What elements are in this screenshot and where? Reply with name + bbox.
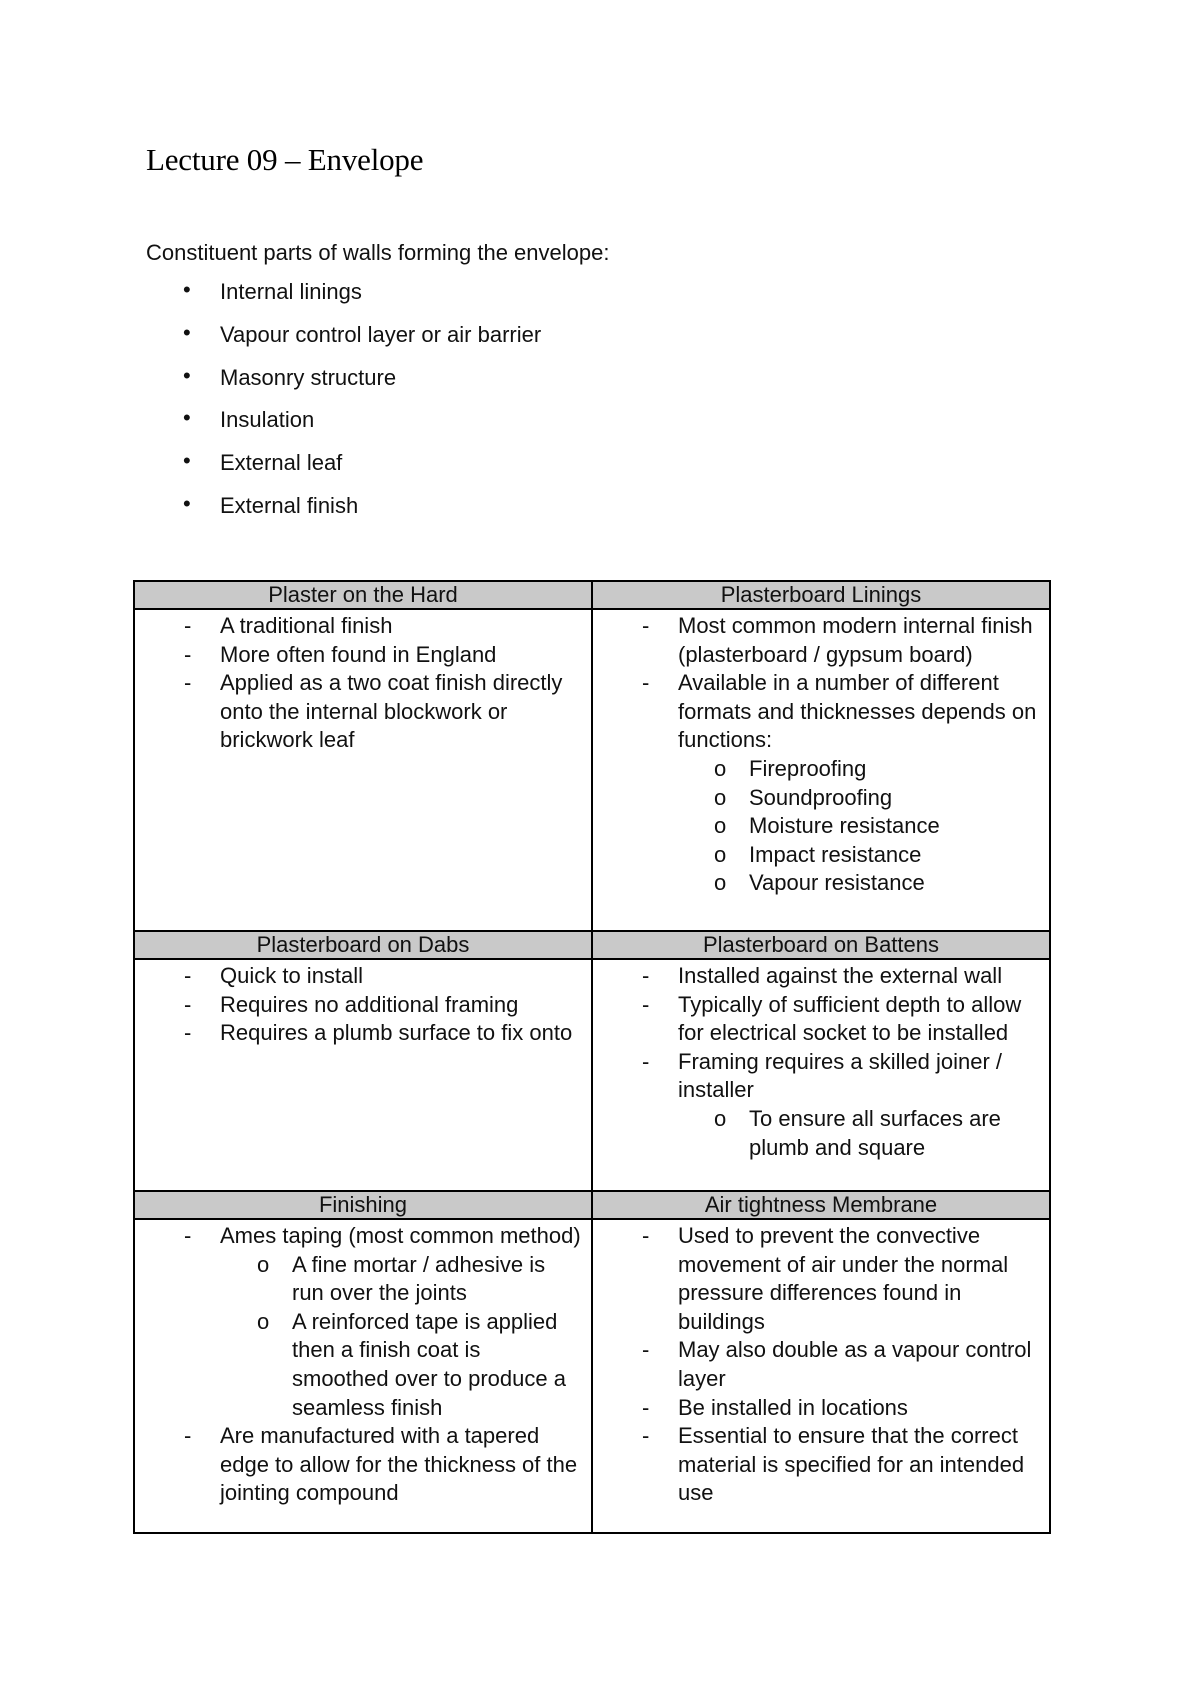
sub-list-item: o To ensure all surfaces are plumb and square xyxy=(593,1105,1049,1162)
cell-air-tightness-membrane xyxy=(592,1219,1050,1533)
list-item: - Typically of sufficient depth to allow for electrical socket to be installed xyxy=(593,991,1049,1048)
list-item: • External leaf xyxy=(146,450,541,493)
sub-list-item: o Impact resistance xyxy=(593,841,1049,870)
header-plaster-on-the-hard: Plaster on the Hard xyxy=(134,581,592,609)
list-item: - Be installed in locations xyxy=(593,1394,1049,1423)
sub-list-item: o A reinforced tape is applied then a finish coat is smoothed over to produce a seamless finish xyxy=(135,1308,591,1422)
list-item: - Used to prevent the convective movement of air under the normal pressure differences found in buildings xyxy=(593,1222,1049,1336)
list-item: - Installed against the external wall xyxy=(593,962,1049,991)
intro-text: Constituent parts of walls forming the envelope: xyxy=(146,240,610,265)
bullet-icon: • xyxy=(183,490,191,516)
list-item: - Requires no additional framing xyxy=(135,991,591,1020)
cell-finishing xyxy=(134,1219,592,1533)
list-item: - Are manufactured with a tapered edge to allow for the thickness of the jointing compound xyxy=(135,1422,591,1508)
bullet-icon: • xyxy=(183,405,191,431)
cell-plaster-on-the-hard xyxy=(134,609,592,931)
list-item: • Insulation xyxy=(146,407,541,450)
bullet-icon: • xyxy=(183,448,191,474)
linings-table xyxy=(133,580,1051,1534)
list-item: - Most common modern internal finish (plasterboard / gypsum board) xyxy=(593,612,1049,669)
page-title: Lecture 09 – Envelope xyxy=(146,142,424,177)
list-item: • Internal linings xyxy=(146,279,541,322)
list-item: • Vapour control layer or air barrier xyxy=(146,322,541,365)
wall-parts-list xyxy=(146,279,541,536)
header-finishing: Finishing xyxy=(134,1191,592,1219)
list-item: - A traditional finish xyxy=(135,612,591,641)
bullet-icon: • xyxy=(183,362,191,388)
list-item: - Essential to ensure that the correct material is specified for an intended use xyxy=(593,1422,1049,1508)
sub-list-item: o Moisture resistance xyxy=(593,812,1049,841)
sub-list-item: o Fireproofing xyxy=(593,755,1049,784)
header-air-tightness-membrane: Air tightness Membrane xyxy=(592,1191,1050,1219)
list-item: • External finish xyxy=(146,493,541,536)
list-item: - Applied as a two coat finish directly onto the internal blockwork or brickwork leaf xyxy=(135,669,591,755)
sub-list-item: o A fine mortar / adhesive is run over the joints xyxy=(135,1251,591,1308)
list-item: - More often found in England xyxy=(135,641,591,670)
bullet-icon: • xyxy=(183,277,191,302)
list-item: - Ames taping (most common method) xyxy=(135,1222,591,1251)
cell-plasterboard-on-dabs xyxy=(134,959,592,1191)
list-item: - Framing requires a skilled joiner / installer xyxy=(593,1048,1049,1105)
list-item: • Masonry structure xyxy=(146,365,541,408)
bullet-icon: • xyxy=(183,319,191,345)
list-item: - Available in a number of different formats and thicknesses depends on functions: xyxy=(593,669,1049,755)
list-item: - May also double as a vapour control layer xyxy=(593,1336,1049,1393)
sub-list-item: o Vapour resistance xyxy=(593,869,1049,898)
sub-list-item: o Soundproofing xyxy=(593,784,1049,813)
header-plasterboard-linings: Plasterboard Linings xyxy=(592,581,1050,609)
cell-plasterboard-linings xyxy=(592,609,1050,931)
header-plasterboard-on-battens: Plasterboard on Battens xyxy=(592,931,1050,959)
header-plasterboard-on-dabs: Plasterboard on Dabs xyxy=(134,931,592,959)
list-item: - Requires a plumb surface to fix onto xyxy=(135,1019,591,1048)
cell-plasterboard-on-battens xyxy=(592,959,1050,1191)
list-item: - Quick to install xyxy=(135,962,591,991)
